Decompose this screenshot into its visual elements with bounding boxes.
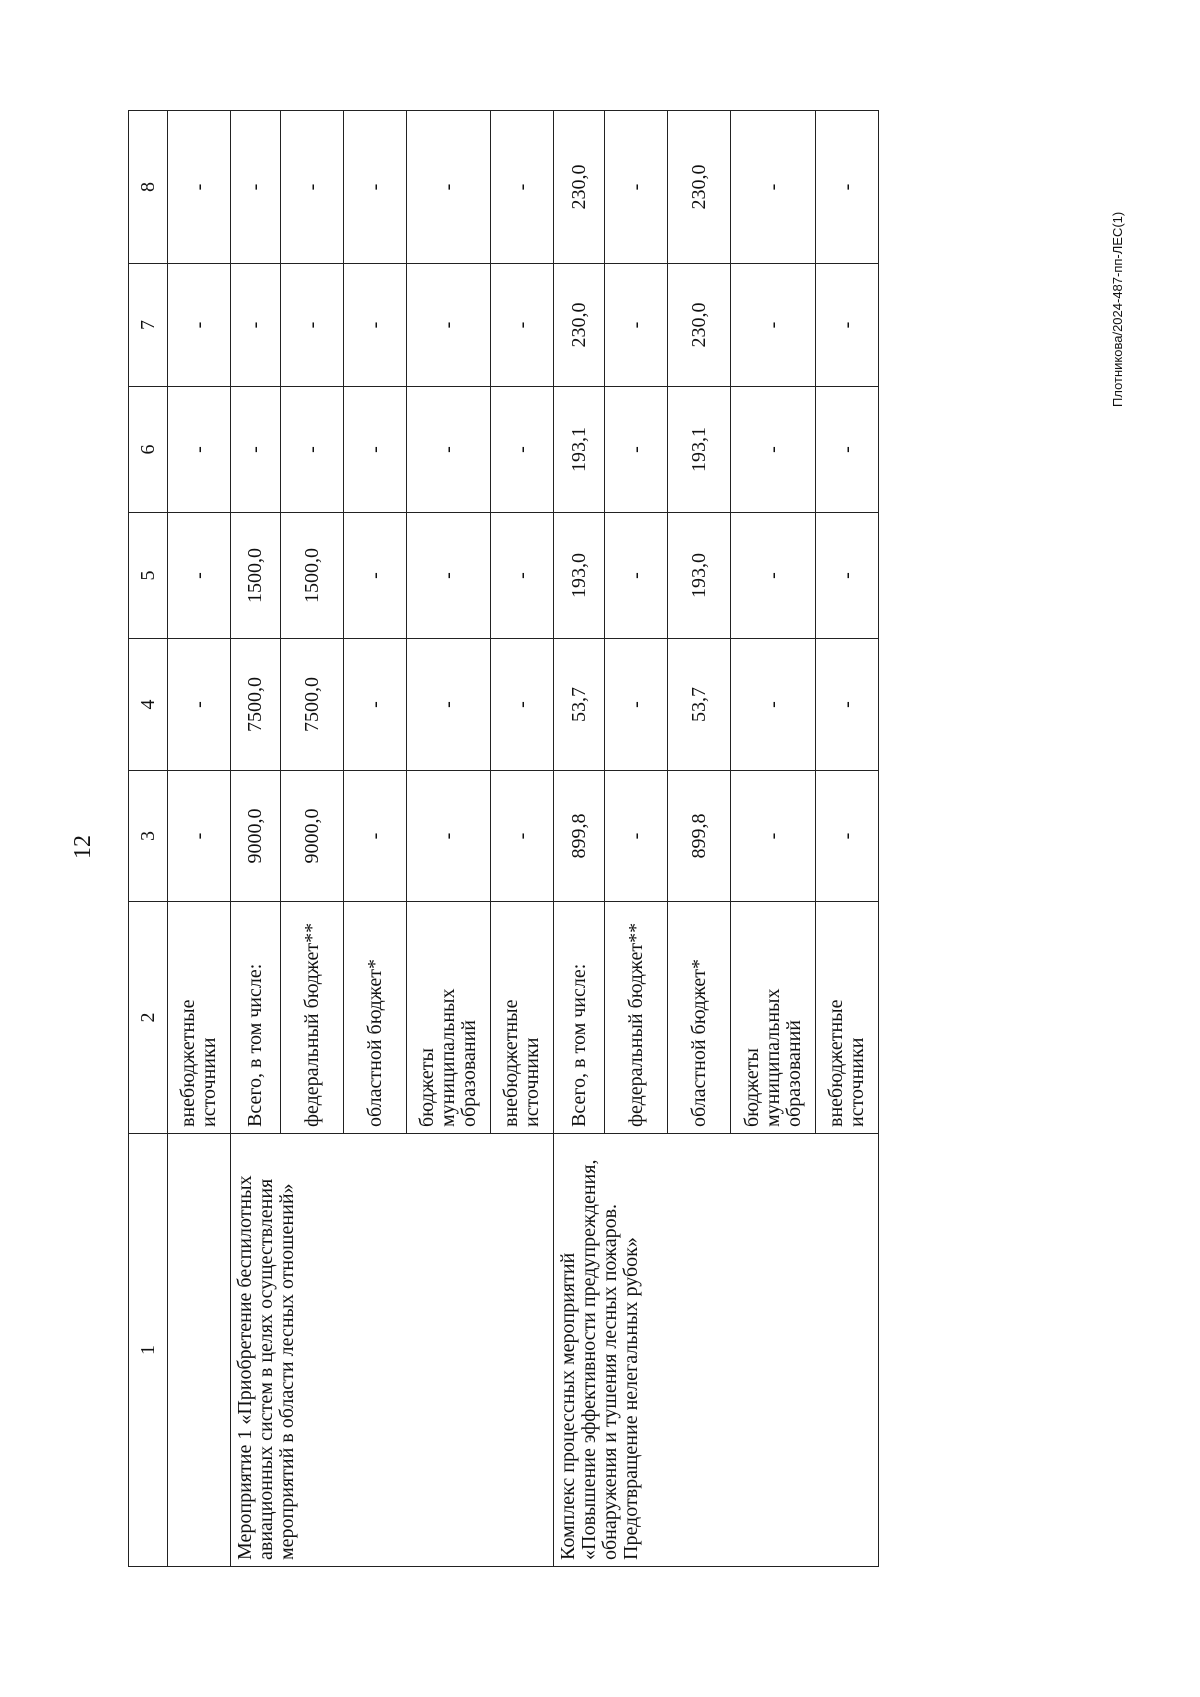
value-cell: 230,0 xyxy=(668,264,731,387)
value-cell: - xyxy=(605,387,668,513)
table-row xyxy=(231,111,281,1567)
value-cell: - xyxy=(344,639,407,771)
measure-title-cell: Комплекс процессных мероприятий «Повышение эффективности предупреждения, обнаружения и тушения лесных пожаров. Предотвращение нелегальных рубок» xyxy=(554,1134,879,1567)
header-cell: 6 xyxy=(129,387,168,513)
header-row xyxy=(129,111,168,1567)
value-cell: - xyxy=(344,513,407,639)
value-cell: - xyxy=(816,639,879,771)
value-cell: - xyxy=(168,387,231,513)
value-cell: - xyxy=(491,639,554,771)
header-cell: 8 xyxy=(129,111,168,264)
value-cell: - xyxy=(816,387,879,513)
value-cell: - xyxy=(344,111,407,264)
table-row xyxy=(168,111,231,1567)
header-cell: 5 xyxy=(129,513,168,639)
value-cell: - xyxy=(605,639,668,771)
header-cell: 2 xyxy=(129,902,168,1134)
value-cell: - xyxy=(816,771,879,902)
empty-cell xyxy=(168,1134,231,1567)
funding-source-cell: Всего, в том числе: xyxy=(554,902,605,1134)
value-cell: - xyxy=(605,513,668,639)
value-cell: - xyxy=(344,264,407,387)
value-cell: - xyxy=(731,771,816,902)
value-cell: 53,7 xyxy=(668,639,731,771)
header-cell: 4 xyxy=(129,639,168,771)
value-cell: 9000,0 xyxy=(281,771,344,902)
value-cell: - xyxy=(168,111,231,264)
document-footer-id: Плотникова/2024-487-пп-ЛЕС(1) xyxy=(1110,211,1125,407)
value-cell: - xyxy=(281,387,344,513)
value-cell: - xyxy=(816,111,879,264)
value-cell: - xyxy=(605,771,668,902)
value-cell: - xyxy=(491,111,554,264)
value-cell: 899,8 xyxy=(554,771,605,902)
value-cell: - xyxy=(731,111,816,264)
value-cell: 9000,0 xyxy=(231,771,281,902)
value-cell: - xyxy=(407,111,491,264)
page-number: 12 xyxy=(70,835,96,859)
value-cell: - xyxy=(731,264,816,387)
value-cell: - xyxy=(491,387,554,513)
header-cell: 7 xyxy=(129,264,168,387)
funding-source-cell: областной бюджет* xyxy=(668,902,731,1134)
funding-source-cell: областной бюджет* xyxy=(344,902,407,1134)
value-cell: 230,0 xyxy=(554,264,605,387)
value-cell: - xyxy=(491,513,554,639)
measure-title-cell: Мероприятие 1 «Приобретение беспилотных авиационных систем в целях осуществления мероприятий в области лесных отношений» xyxy=(231,1134,554,1567)
value-cell: - xyxy=(816,513,879,639)
value-cell: 193,1 xyxy=(554,387,605,513)
funding-source-cell: федеральный бюджет** xyxy=(605,902,668,1134)
funding-source-cell: внебюджетные источники xyxy=(816,902,879,1134)
value-cell: - xyxy=(168,771,231,902)
value-cell: - xyxy=(491,771,554,902)
value-cell: 193,0 xyxy=(668,513,731,639)
value-cell: - xyxy=(231,111,281,264)
value-cell: - xyxy=(731,513,816,639)
value-cell: - xyxy=(816,264,879,387)
value-cell: 53,7 xyxy=(554,639,605,771)
budget-table xyxy=(128,110,879,1567)
value-cell: - xyxy=(731,387,816,513)
value-cell: - xyxy=(491,264,554,387)
value-cell: 7500,0 xyxy=(231,639,281,771)
header-cell: 3 xyxy=(129,771,168,902)
value-cell: 193,1 xyxy=(668,387,731,513)
value-cell: - xyxy=(407,639,491,771)
value-cell: 1500,0 xyxy=(281,513,344,639)
value-cell: - xyxy=(281,264,344,387)
funding-source-cell: внебюджетные источники xyxy=(168,902,231,1134)
funding-source-cell: внебюджетные источники xyxy=(491,902,554,1134)
value-cell: - xyxy=(231,387,281,513)
funding-source-cell: Всего, в том числе: xyxy=(231,902,281,1134)
value-cell: 230,0 xyxy=(554,111,605,264)
value-cell: - xyxy=(168,264,231,387)
value-cell: - xyxy=(407,387,491,513)
value-cell: - xyxy=(344,771,407,902)
table-row xyxy=(554,111,605,1567)
value-cell: - xyxy=(168,513,231,639)
funding-source-cell: федеральный бюджет** xyxy=(281,902,344,1134)
value-cell: - xyxy=(168,639,231,771)
value-cell: - xyxy=(281,111,344,264)
value-cell: 7500,0 xyxy=(281,639,344,771)
value-cell: 193,0 xyxy=(554,513,605,639)
header-cell: 1 xyxy=(129,1134,168,1567)
value-cell: - xyxy=(407,771,491,902)
value-cell: 899,8 xyxy=(668,771,731,902)
value-cell: - xyxy=(407,264,491,387)
value-cell: - xyxy=(407,513,491,639)
value-cell: - xyxy=(605,264,668,387)
funding-source-cell: бюджеты муниципальных образований xyxy=(731,902,816,1134)
value-cell: 1500,0 xyxy=(231,513,281,639)
value-cell: - xyxy=(231,264,281,387)
value-cell: - xyxy=(731,639,816,771)
value-cell: 230,0 xyxy=(668,111,731,264)
value-cell: - xyxy=(344,387,407,513)
value-cell: - xyxy=(605,111,668,264)
funding-source-cell: бюджеты муниципальных образований xyxy=(407,902,491,1134)
